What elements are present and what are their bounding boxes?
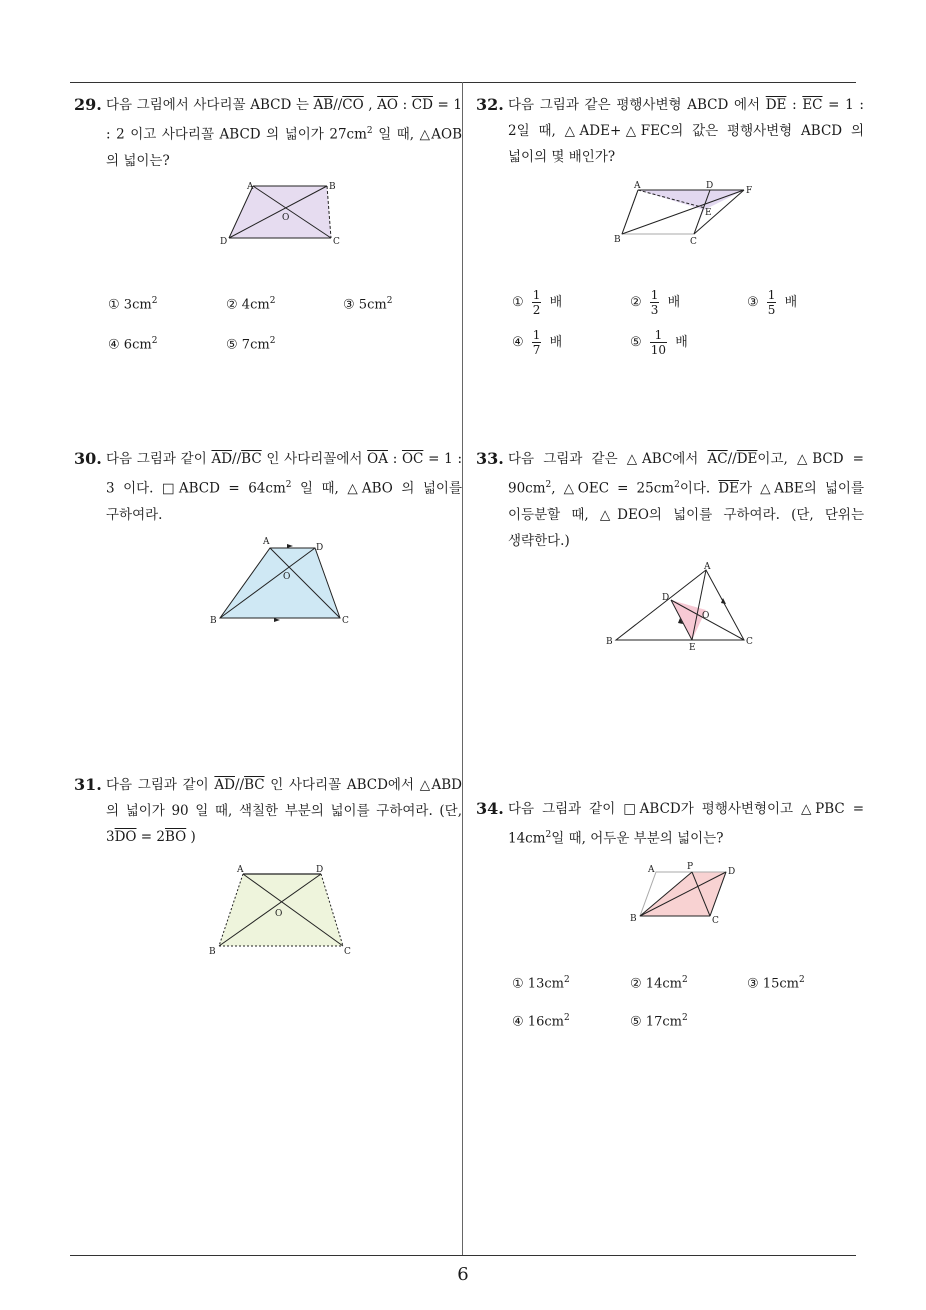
q30-trapezoid-figure bbox=[205, 530, 355, 628]
q31-trapezoid-figure bbox=[205, 860, 355, 958]
label-a: A bbox=[634, 181, 641, 191]
choice-3[interactable]: ③ $\frac{1}{5}$ 배 bbox=[747, 288, 798, 317]
top-rule bbox=[70, 82, 856, 83]
label-o: O bbox=[275, 909, 283, 919]
question-text: 다음 그림과 같은 △ABC에서 $\overline{AC}//\overline{DE}$이고, △BCD = $90cm^2$, △OEC = $25cm^2$이다. $\overline{DE}$가 △ABE의 넓이를 이등분할 때, △DEO의 넓이를 구하여라. (단, 단위는 생략한다.) bbox=[508, 451, 864, 549]
question-number: 33. bbox=[476, 449, 504, 468]
label-a: A bbox=[237, 865, 244, 875]
line-ae bbox=[692, 570, 706, 640]
q32-parallelogram-figure bbox=[610, 178, 760, 250]
question-34 bbox=[476, 796, 864, 852]
q29-trapezoid-figure bbox=[215, 178, 345, 250]
label-c: C bbox=[344, 947, 351, 957]
label-b: B bbox=[606, 637, 613, 647]
question-text: 다음 그림에서 사다리꼴 ABCD 는 $\overline{AB}//\overline{CO}$ , $\overline{AO}$ : $\overline{CD} = 1$ : 2 이고 사다리꼴 ABCD 의 넓이가 $27cm^2$ 일 때, △AOB 의 넓이는? bbox=[106, 97, 463, 169]
parallel-arrow-top bbox=[287, 544, 293, 548]
label-c: C bbox=[342, 616, 349, 626]
choice-1[interactable]: ① $3cm^2$ bbox=[108, 296, 158, 313]
choice-1[interactable]: ① $\frac{1}{2}$ 배 bbox=[512, 288, 563, 317]
question-text: 다음 그림과 같은 평행사변형 ABCD 에서 $\overline{DE}$ : $\overline{EC} = 1$ : 2일 때, △ADE+△FEC의 값은 평행사변형 ABCD 의 넓이의 몇 배인가? bbox=[508, 97, 864, 165]
choice-4[interactable]: ④ $16cm^2$ bbox=[512, 1013, 570, 1030]
question-29 bbox=[74, 92, 463, 174]
question-31 bbox=[74, 772, 462, 850]
q33-triangle-figure bbox=[604, 560, 764, 656]
choice-3[interactable]: ③ $5cm^2$ bbox=[343, 296, 393, 313]
label-c: C bbox=[746, 637, 753, 647]
choice-5[interactable]: ⑤ $7cm^2$ bbox=[226, 336, 276, 353]
label-o: O bbox=[282, 213, 290, 223]
choice-1[interactable]: ① $13cm^2$ bbox=[512, 975, 570, 992]
label-f: F bbox=[746, 186, 753, 196]
side-ab bbox=[622, 190, 638, 234]
question-number: 34. bbox=[476, 799, 504, 818]
label-o: O bbox=[702, 611, 710, 621]
question-32 bbox=[476, 92, 864, 170]
label-p: P bbox=[687, 862, 694, 872]
choice-2[interactable]: ② $4cm^2$ bbox=[226, 296, 276, 313]
label-c: C bbox=[690, 237, 697, 247]
label-d: D bbox=[316, 865, 324, 875]
choice-4[interactable]: ④ $\frac{1}{7}$ 배 bbox=[512, 328, 563, 357]
label-a: A bbox=[263, 537, 270, 547]
question-number: 31. bbox=[74, 775, 102, 794]
choice-5[interactable]: ⑤ $17cm^2$ bbox=[630, 1013, 688, 1030]
label-d: D bbox=[728, 867, 736, 877]
label-o: O bbox=[283, 572, 291, 582]
parallel-arrow-bottom bbox=[274, 618, 280, 622]
label-b: B bbox=[329, 182, 336, 192]
choice-3[interactable]: ③ $15cm^2$ bbox=[747, 975, 805, 992]
choice-4[interactable]: ④ $6cm^2$ bbox=[108, 336, 158, 353]
choice-2[interactable]: ② $14cm^2$ bbox=[630, 975, 688, 992]
question-30 bbox=[74, 446, 462, 528]
label-d: D bbox=[706, 181, 714, 191]
label-c: C bbox=[712, 916, 719, 926]
label-a: A bbox=[648, 865, 655, 875]
question-33 bbox=[476, 446, 864, 554]
column-divider bbox=[462, 82, 463, 1256]
choice-5[interactable]: ⑤ $\frac{1}{10}$ 배 bbox=[630, 328, 688, 357]
q34-parallelogram-figure bbox=[626, 860, 746, 928]
question-text: 다음 그림과 같이 $\overline{AD}//\overline{BC}$ 인 사다리꼴 ABCD에서 △ABD 의 넓이가 90 일 때, 색칠한 부분의 넓이를 구하여라. (단, $3\overline{DO} = 2\overline{BO}$ ) bbox=[106, 777, 462, 845]
label-e: E bbox=[689, 643, 696, 653]
label-a: A bbox=[704, 562, 711, 572]
label-d: D bbox=[220, 237, 228, 247]
label-b: B bbox=[630, 914, 637, 924]
label-d: D bbox=[662, 593, 670, 603]
question-text: 다음 그림과 같이 □ABCD가 평행사변형이고 △PBC = $14cm^2$일 때, 어두운 부분의 넓이는? bbox=[508, 801, 864, 847]
label-b: B bbox=[209, 947, 216, 957]
bottom-rule bbox=[70, 1255, 856, 1256]
label-d: D bbox=[316, 543, 324, 553]
page-number: 6 bbox=[457, 1264, 469, 1285]
label-b: B bbox=[210, 616, 217, 626]
label-c: C bbox=[333, 237, 340, 247]
choice-2[interactable]: ② $\frac{1}{3}$ 배 bbox=[630, 288, 681, 317]
question-number: 30. bbox=[74, 449, 102, 468]
question-text: 다음 그림과 같이 $\overline{AD}//\overline{BC}$ 인 사다리꼴에서 $\overline{OA}$ : $\overline{OC} = 1$ : 3 이다. □ABCD = $64cm^2$ 일 때, △ABO 의 넓이를 구하여라. bbox=[106, 451, 462, 523]
label-e: E bbox=[705, 208, 712, 218]
question-number: 32. bbox=[476, 95, 504, 114]
label-b: B bbox=[614, 235, 621, 245]
label-a: A bbox=[247, 182, 254, 192]
question-number: 29. bbox=[74, 95, 102, 114]
